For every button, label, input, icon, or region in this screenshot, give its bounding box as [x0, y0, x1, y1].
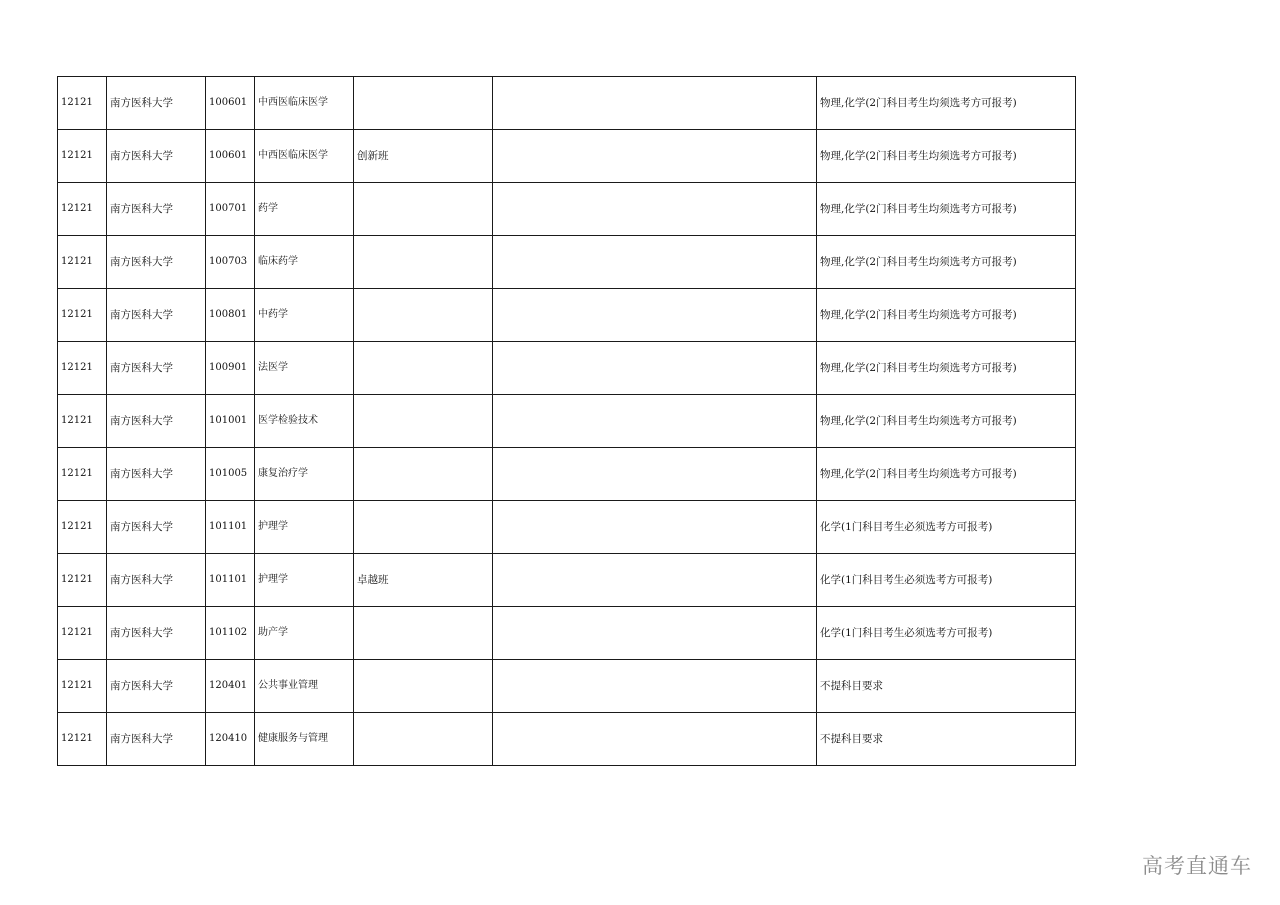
class-note-cell [354, 501, 493, 554]
subject-requirement-cell: 物理,化学(2门科目考生均须选考方可报考) [817, 395, 1076, 448]
table-row [58, 554, 1076, 607]
class-note-cell [354, 342, 493, 395]
table-row [58, 501, 1076, 554]
remark-cell [493, 342, 817, 395]
subject-requirement-cell: 物理,化学(2门科目考生均须选考方可报考) [817, 289, 1076, 342]
major-code-cell: 100701 [206, 183, 255, 236]
subject-requirement-cell: 化学(1门科目考生必须选考方可报考) [817, 554, 1076, 607]
major-code-cell: 101102 [206, 607, 255, 660]
table-row [58, 448, 1076, 501]
remark-cell [493, 554, 817, 607]
school-code-cell: 12121 [58, 183, 107, 236]
school-code-cell: 12121 [58, 448, 107, 501]
table-row [58, 395, 1076, 448]
admission-requirements-table [57, 76, 1076, 766]
school-name-cell: 南方医科大学 [107, 130, 206, 183]
major-name-cell: 医学检验技术 [255, 395, 354, 448]
class-note-cell [354, 448, 493, 501]
subject-requirement-cell: 物理,化学(2门科目考生均须选考方可报考) [817, 130, 1076, 183]
major-code-cell: 100801 [206, 289, 255, 342]
school-code-cell: 12121 [58, 342, 107, 395]
subject-requirement-cell: 物理,化学(2门科目考生均须选考方可报考) [817, 183, 1076, 236]
major-code-cell: 101001 [206, 395, 255, 448]
school-code-cell: 12121 [58, 554, 107, 607]
school-code-cell: 12121 [58, 289, 107, 342]
major-code-cell: 101101 [206, 554, 255, 607]
class-note-cell [354, 713, 493, 766]
table-row [58, 713, 1076, 766]
table-row [58, 77, 1076, 130]
subject-requirement-cell: 物理,化学(2门科目考生均须选考方可报考) [817, 448, 1076, 501]
watermark: 高考直通车 [1142, 854, 1252, 878]
subject-requirement-cell: 不提科目要求 [817, 713, 1076, 766]
school-code-cell: 12121 [58, 713, 107, 766]
school-name-cell: 南方医科大学 [107, 395, 206, 448]
class-note-cell [354, 660, 493, 713]
table-row [58, 183, 1076, 236]
major-name-cell: 法医学 [255, 342, 354, 395]
school-name-cell: 南方医科大学 [107, 183, 206, 236]
subject-requirement-cell: 化学(1门科目考生必须选考方可报考) [817, 501, 1076, 554]
subject-requirement-cell: 物理,化学(2门科目考生均须选考方可报考) [817, 342, 1076, 395]
major-code-cell: 120401 [206, 660, 255, 713]
class-note-cell [354, 183, 493, 236]
remark-cell [493, 77, 817, 130]
major-name-cell: 中西医临床医学 [255, 130, 354, 183]
table-row [58, 660, 1076, 713]
remark-cell [493, 130, 817, 183]
major-name-cell: 护理学 [255, 501, 354, 554]
school-name-cell: 南方医科大学 [107, 501, 206, 554]
major-name-cell: 护理学 [255, 554, 354, 607]
table-row [58, 607, 1076, 660]
school-name-cell: 南方医科大学 [107, 448, 206, 501]
remark-cell [493, 236, 817, 289]
major-name-cell: 健康服务与管理 [255, 713, 354, 766]
major-name-cell: 中西医临床医学 [255, 77, 354, 130]
table-row [58, 289, 1076, 342]
school-name-cell: 南方医科大学 [107, 713, 206, 766]
school-name-cell: 南方医科大学 [107, 554, 206, 607]
subject-requirement-cell: 物理,化学(2门科目考生均须选考方可报考) [817, 77, 1076, 130]
major-name-cell: 药学 [255, 183, 354, 236]
school-code-cell: 12121 [58, 501, 107, 554]
school-name-cell: 南方医科大学 [107, 342, 206, 395]
class-note-cell [354, 236, 493, 289]
table-row [58, 130, 1076, 183]
class-note-cell [354, 77, 493, 130]
major-code-cell: 100901 [206, 342, 255, 395]
class-note-cell: 卓越班 [354, 554, 493, 607]
school-name-cell: 南方医科大学 [107, 607, 206, 660]
major-code-cell: 100601 [206, 77, 255, 130]
school-code-cell: 12121 [58, 660, 107, 713]
school-code-cell: 12121 [58, 607, 107, 660]
remark-cell [493, 395, 817, 448]
major-name-cell: 助产学 [255, 607, 354, 660]
school-code-cell: 12121 [58, 77, 107, 130]
class-note-cell [354, 395, 493, 448]
school-name-cell: 南方医科大学 [107, 660, 206, 713]
class-note-cell [354, 289, 493, 342]
class-note-cell [354, 607, 493, 660]
subject-requirement-cell: 物理,化学(2门科目考生均须选考方可报考) [817, 236, 1076, 289]
subject-requirement-cell: 不提科目要求 [817, 660, 1076, 713]
class-note-cell: 创新班 [354, 130, 493, 183]
school-name-cell: 南方医科大学 [107, 289, 206, 342]
table-row [58, 342, 1076, 395]
remark-cell [493, 183, 817, 236]
remark-cell [493, 289, 817, 342]
major-code-cell: 120410 [206, 713, 255, 766]
major-code-cell: 100703 [206, 236, 255, 289]
major-code-cell: 101005 [206, 448, 255, 501]
major-name-cell: 康复治疗学 [255, 448, 354, 501]
major-name-cell: 临床药学 [255, 236, 354, 289]
school-code-cell: 12121 [58, 236, 107, 289]
remark-cell [493, 713, 817, 766]
major-name-cell: 中药学 [255, 289, 354, 342]
table-body [58, 77, 1076, 766]
major-code-cell: 101101 [206, 501, 255, 554]
major-code-cell: 100601 [206, 130, 255, 183]
remark-cell [493, 607, 817, 660]
remark-cell [493, 448, 817, 501]
school-name-cell: 南方医科大学 [107, 236, 206, 289]
school-code-cell: 12121 [58, 395, 107, 448]
school-name-cell: 南方医科大学 [107, 77, 206, 130]
subject-requirement-cell: 化学(1门科目考生必须选考方可报考) [817, 607, 1076, 660]
table-row [58, 236, 1076, 289]
remark-cell [493, 660, 817, 713]
school-code-cell: 12121 [58, 130, 107, 183]
remark-cell [493, 501, 817, 554]
major-name-cell: 公共事业管理 [255, 660, 354, 713]
